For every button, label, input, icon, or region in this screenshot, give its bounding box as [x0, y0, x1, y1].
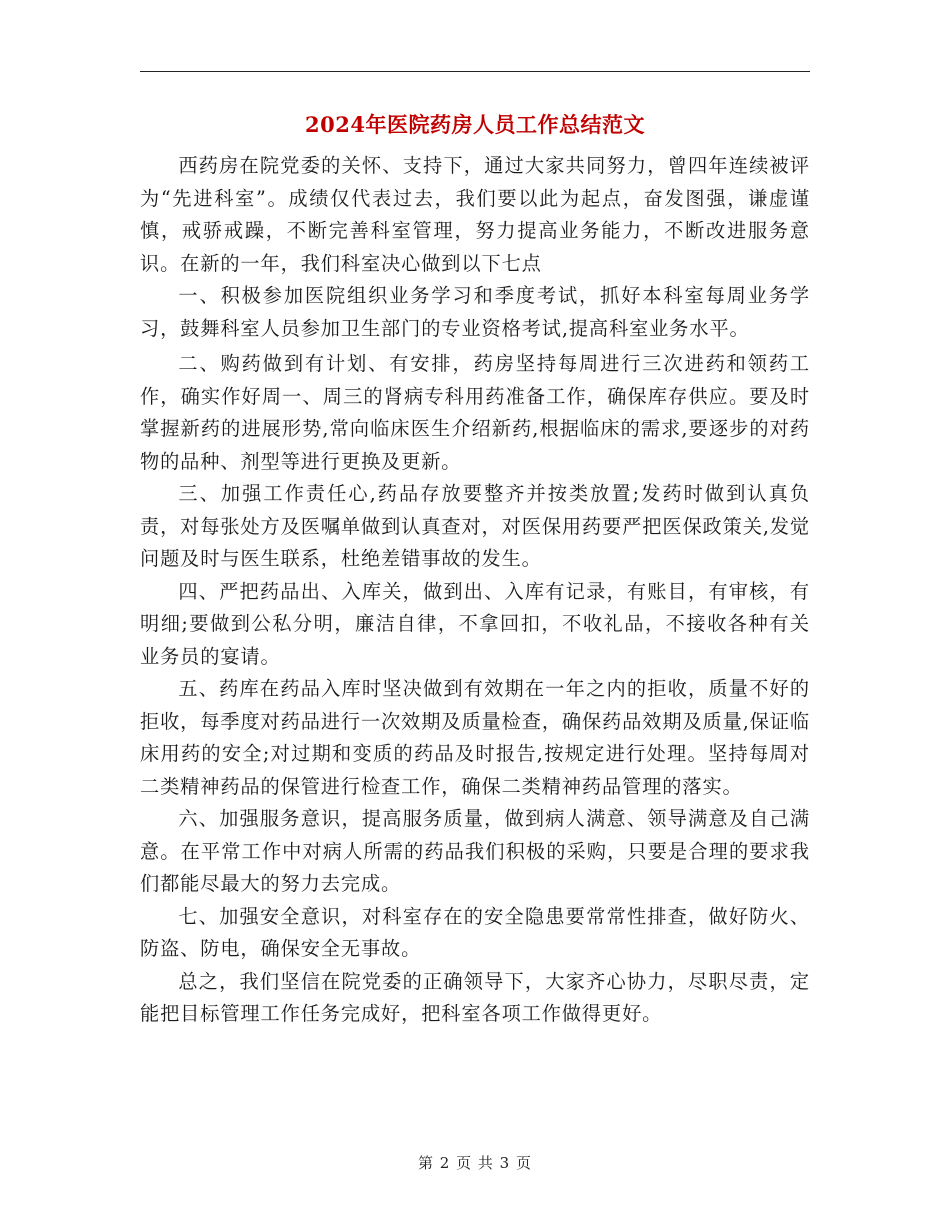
paragraph-point-7: 七、加强安全意识，对科室存在的安全隐患要常常性排查，做好防火、防盗、防电，确保安全无事故。	[140, 904, 810, 960]
paragraph-point-6: 六、加强服务意识，提高服务质量，做到病人满意、领导满意及自己满意。在平常工作中对病人所需的药品我们积极的采购，只要是合理的要求我们都能尽最大的努力去完成。	[140, 807, 810, 895]
paragraph-conclusion: 总之，我们坚信在院党委的正确领导下，大家齐心协力，尽职尽责，定能把目标管理工作任务完成好，把科室各项工作做得更好。	[140, 969, 810, 1025]
page-number: 第 2 页 共 3 页	[418, 1154, 532, 1172]
document-body	[140, 150, 810, 1031]
paragraph-point-5: 五、药库在药品入库时坚决做到有效期在一年之内的拒收，质量不好的拒收，每季度对药品进行一次效期及质量检查，确保药品效期及质量,保证临床用药的安全;对过期和变质的药品及时报告,按规定进行处理。坚持每周对二类精神药品的保管进行检查工作，确保二类精神药品管理的落实。	[140, 677, 810, 798]
header-rule	[140, 71, 810, 72]
paragraph-point-1: 一、积极参加医院组织业务学习和季度考试，抓好本科室每周业务学习，鼓舞科室人员参加卫生部门的专业资格考试,提高科室业务水平。	[140, 284, 810, 340]
document-title: 2024年医院药房人员工作总结范文	[305, 112, 645, 137]
paragraph-intro: 西药房在院党委的关怀、支持下，通过大家共同努力，曾四年连续被评为“先进科室”。成绩仅代表过去，我们要以此为起点，奋发图强，谦虚谨慎，戒骄戒躁，不断完善科室管理，努力提高业务能力，不断改进服务意识。在新的一年，我们科室决心做到以下七点	[140, 154, 810, 275]
paragraph-point-2: 二、购药做到有计划、有安排，药房坚持每周进行三次进药和领药工作，确实作好周一、周三的肾病专科用药准备工作，确保库存供应。要及时掌握新药的进展形势,常向临床医生介绍新药,根据临床的需求,要逐步的对药物的品种、剂型等进行更换及更新。	[140, 352, 810, 473]
paragraph-point-3: 三、加强工作责任心,药品存放要整齐并按类放置;发药时做到认真负责，对每张处方及医嘱单做到认真查对，对医保用药要严把医保政策关,发觉问题及时与医生联系，杜绝差错事故的发生。	[140, 482, 810, 570]
paragraph-point-4: 四、严把药品出、入库关，做到出、入库有记录，有账目，有审核，有明细;要做到公私分明，廉洁自律，不拿回扣，不收礼品，不接收各种有关业务员的宴请。	[140, 579, 810, 668]
